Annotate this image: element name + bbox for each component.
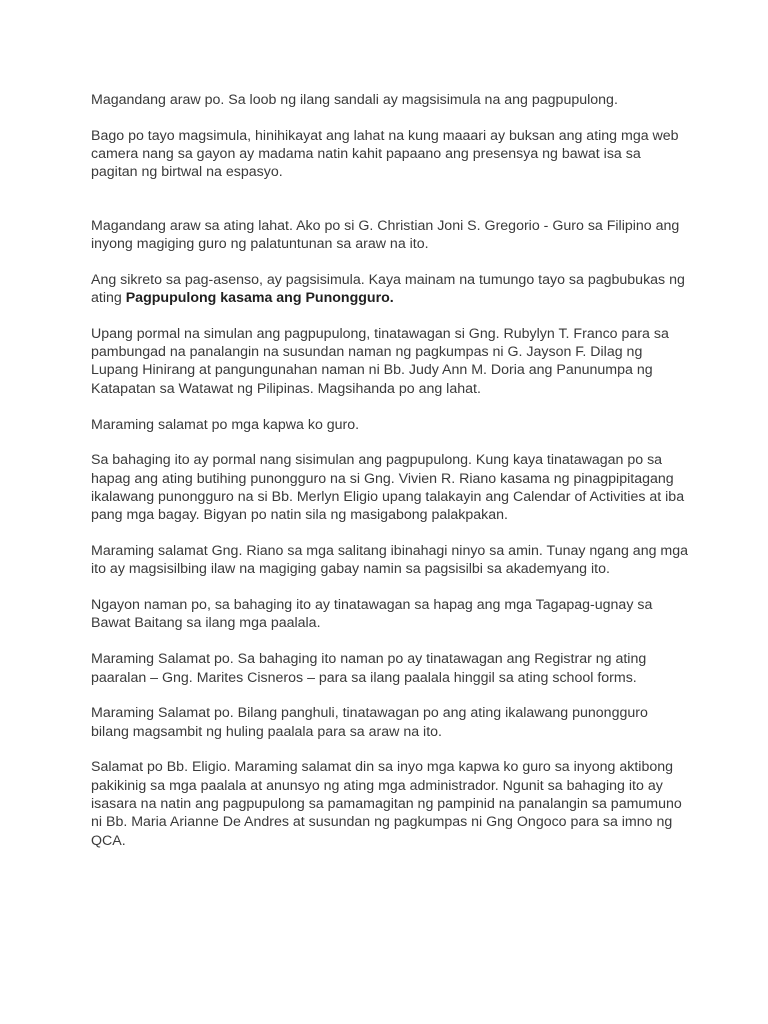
paragraph-host-introduction: Magandang araw sa ating lahat. Ako po si G. Christian Joni S. Gregorio - Guro sa Filipino ang inyong magiging guro ng palatuntunan sa araw na ito. (91, 217, 680, 252)
paragraph-camera-request: Bago po tayo magsimula, hinihikayat ang lahat na kung maaari ay buksan ang ating mga web camera nang sa gayon ay madama natin kahit papaano ang presensya ng bawat isa sa pagitan ng birtwal na espasyo. (91, 127, 679, 181)
paragraph-thanks-colleagues: Maraming salamat po mga kapwa ko guro. (91, 416, 360, 433)
paragraph-opening (91, 271, 688, 308)
paragraph-final-reminders: Maraming Salamat po. Bilang panghuli, tinatawagan po ang ating ikalawang punongguro bilang magsambit ng huling paalala para sa araw na ito. (91, 705, 648, 740)
paragraph-opening-text: Ang sikreto sa pag-asenso, ay pagsisimula. Kaya mainam na tumungo tayo sa pagbubukas ng ating (91, 271, 685, 307)
paragraph-registrar: Maraming Salamat po. Sa bahaging ito naman po ay tinatawagan ang Registrar ng ating paaralan – Gng. Marites Cisneros – para sa ilang paalala hinggil sa ating school forms. (91, 651, 647, 686)
paragraph-greeting: Magandang araw po. Sa loob ng ilang sandali ay magsisimula na ang pagpupulong. (91, 92, 618, 108)
paragraph-thanks-principal: Maraming salamat Gng. Riano sa mga salitang ibinahagi ninyo sa amin. Tunay ngang ang mga ito ay magsisilbing ilaw na magiging gabay namin sa pagsisilbi sa akademyang ito. (91, 543, 689, 578)
paragraph-prayer-anthem: Upang pormal na simulan ang pagpupulong, tinatawagan si Gng. Rubylyn T. Franco para sa pambungad na panalangin na susundan naman ng pagkumpas ni G. Jayson F. Dilag ng Lupang Hinirang at pangungunahan naman ni Bb. Judy Ann M. Doria ang Panunumpa ng Katapatan sa Watawat ng Pilipinas. Magsihanda po ang lahat. (91, 325, 669, 397)
paragraph-closing: Salamat po Bb. Eligio. Maraming salamat din sa inyo mga kapwa ko guro sa inyong aktibong pakikinig sa mga paalala at anunsyo ng ating mga administrador. Ngunit sa bahaging ito ay isasara na natin ang pagpupulong sa pamamagitan ng pampinid na panalangin sa pamumuno ni Bb. Maria Arianne De Andres at susundan ng pagkumpas ni Gng Ongoco para sa imno ng QCA. (91, 759, 682, 849)
meeting-title-bold: Pagpupulong kasama ang Punongguro. (125, 290, 394, 307)
paragraph-principal-call: Sa bahaging ito ay pormal nang sisimulan ang pagpupulong. Kung kaya tinatawagan po sa hapag ang ating butihing punongguro na si Gng. Vivien R. Riano kasama ng pinagpipitagang ikalawang punongguro na si Bb. Merlyn Eligio upang talakayin ang Calendar of Activities at iba pang mga bagay. Bigyan po natin sila ng masigabong palakpakan. (91, 452, 685, 524)
paragraph-coordinators: Ngayon naman po, sa bahaging ito ay tinatawagan sa hapag ang mga Tagapag-ugnay sa Bawat Baitang sa ilang mga paalala. (91, 597, 653, 632)
